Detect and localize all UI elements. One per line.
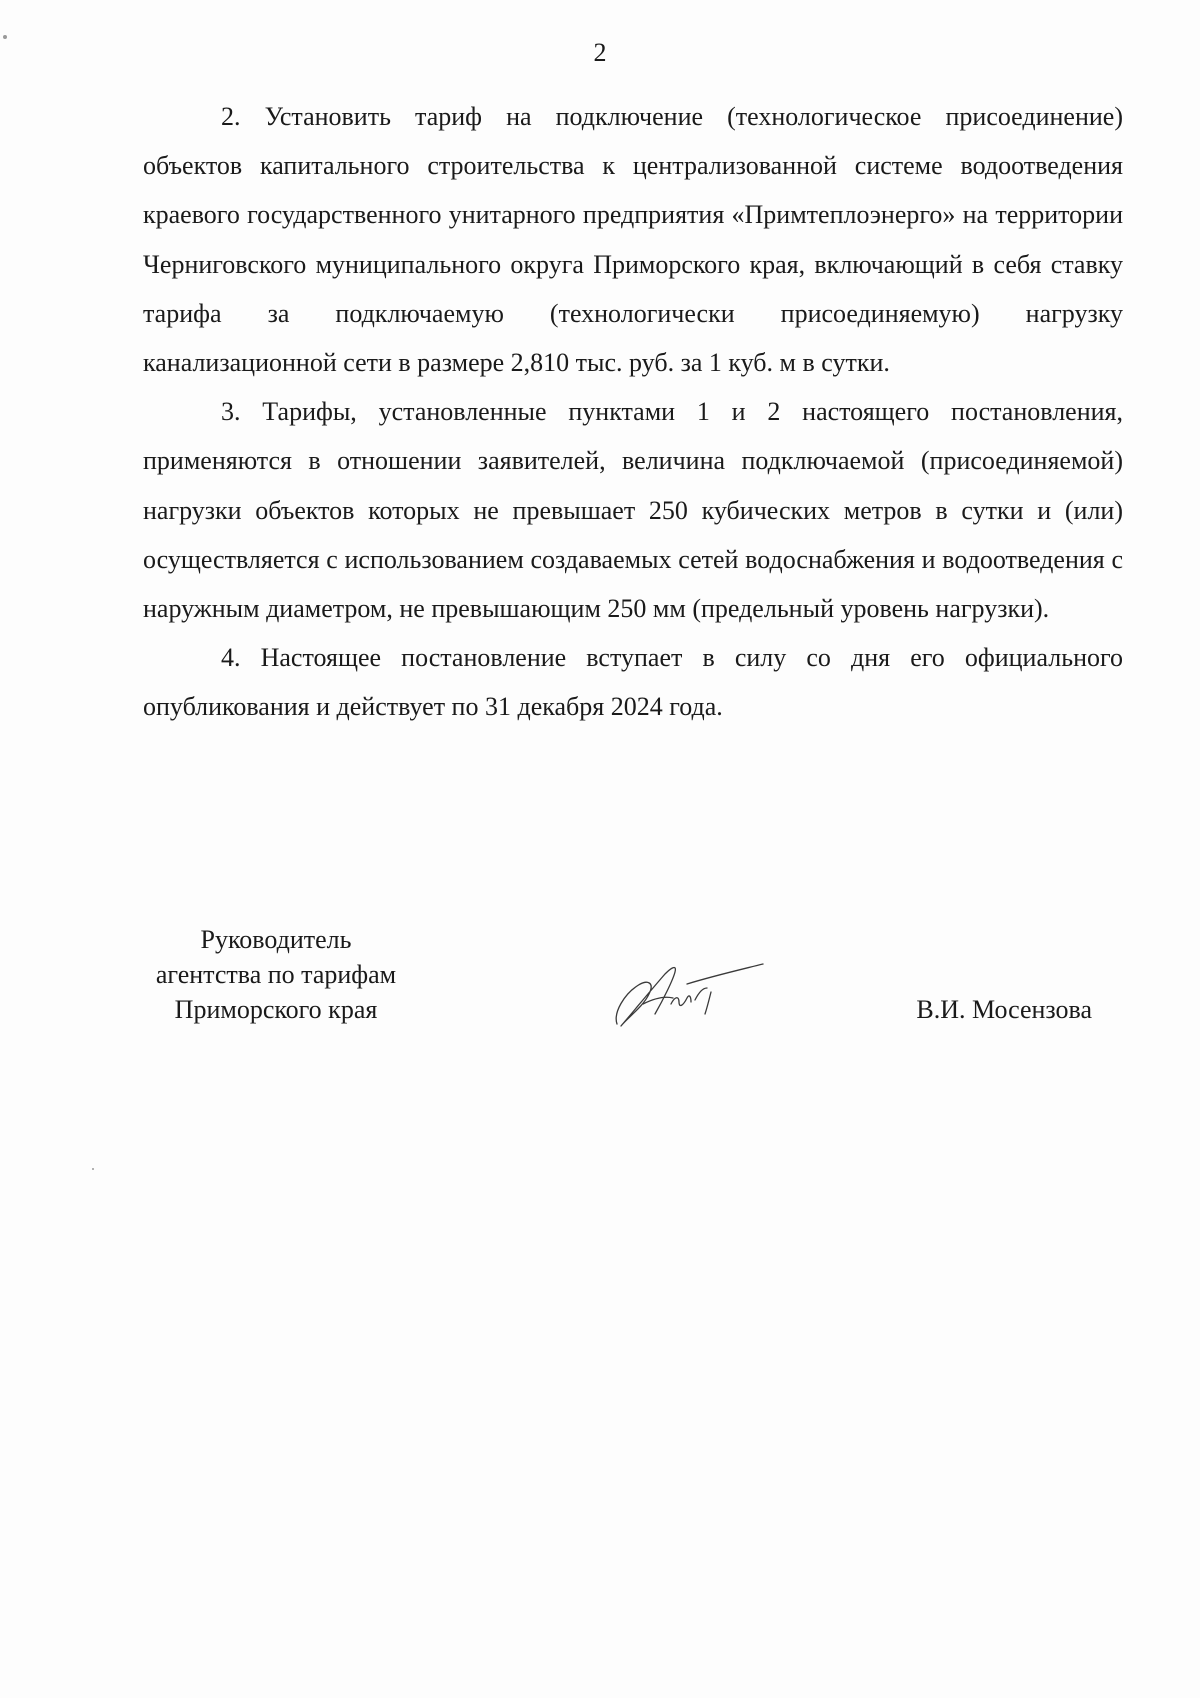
signer-position-line: Приморского края <box>174 995 378 1024</box>
signature-block <box>143 922 1123 1062</box>
signer-name: В.И. Мосензова <box>916 995 1092 1024</box>
scan-speck <box>92 1168 94 1170</box>
signer-position-line: агентства по тарифам <box>155 960 397 989</box>
paragraph-tariff-application: 3. Тарифы, установленные пунктами 1 и 2 настоящего постановления, применяются в отношении заявителей, величина подключаемой (присоединяемой) нагрузки объектов которых не превышает 250 кубических метров в сутки и (или) осуществляется с использованием создаваемых сетей водоснабжения и водоотведения с наружным диаметром, не превышающим 250 мм (предельный уровень нагрузки). <box>143 397 1123 624</box>
signer-position <box>143 922 409 1027</box>
paragraph-tariff-connection: 2. Установить тариф на подключение (технологическое присоединение) объектов капитального строительства к централизованной системе водоотведения краевого государственного унитарного предприятия «Примтеплоэнерго» на территории Черниговского муниципального округа Приморского края, включающий в себя ставку тарифа за подключаемую (технологически присоединяемую) нагрузку канализационной сети в размере 2,810 тыс. руб. за 1 куб. м в сутки. <box>143 102 1123 378</box>
paragraph-effective-date: 4. Настоящее постановление вступает в силу со дня его официального опубликования и действует по 31 декабря 2024 года. <box>143 643 1123 722</box>
document-body <box>143 92 1123 732</box>
page-number: 2 <box>593 38 607 67</box>
handwritten-signature <box>603 952 773 1032</box>
signer-position-line: Руководитель <box>200 925 352 954</box>
scan-speck <box>3 35 7 39</box>
